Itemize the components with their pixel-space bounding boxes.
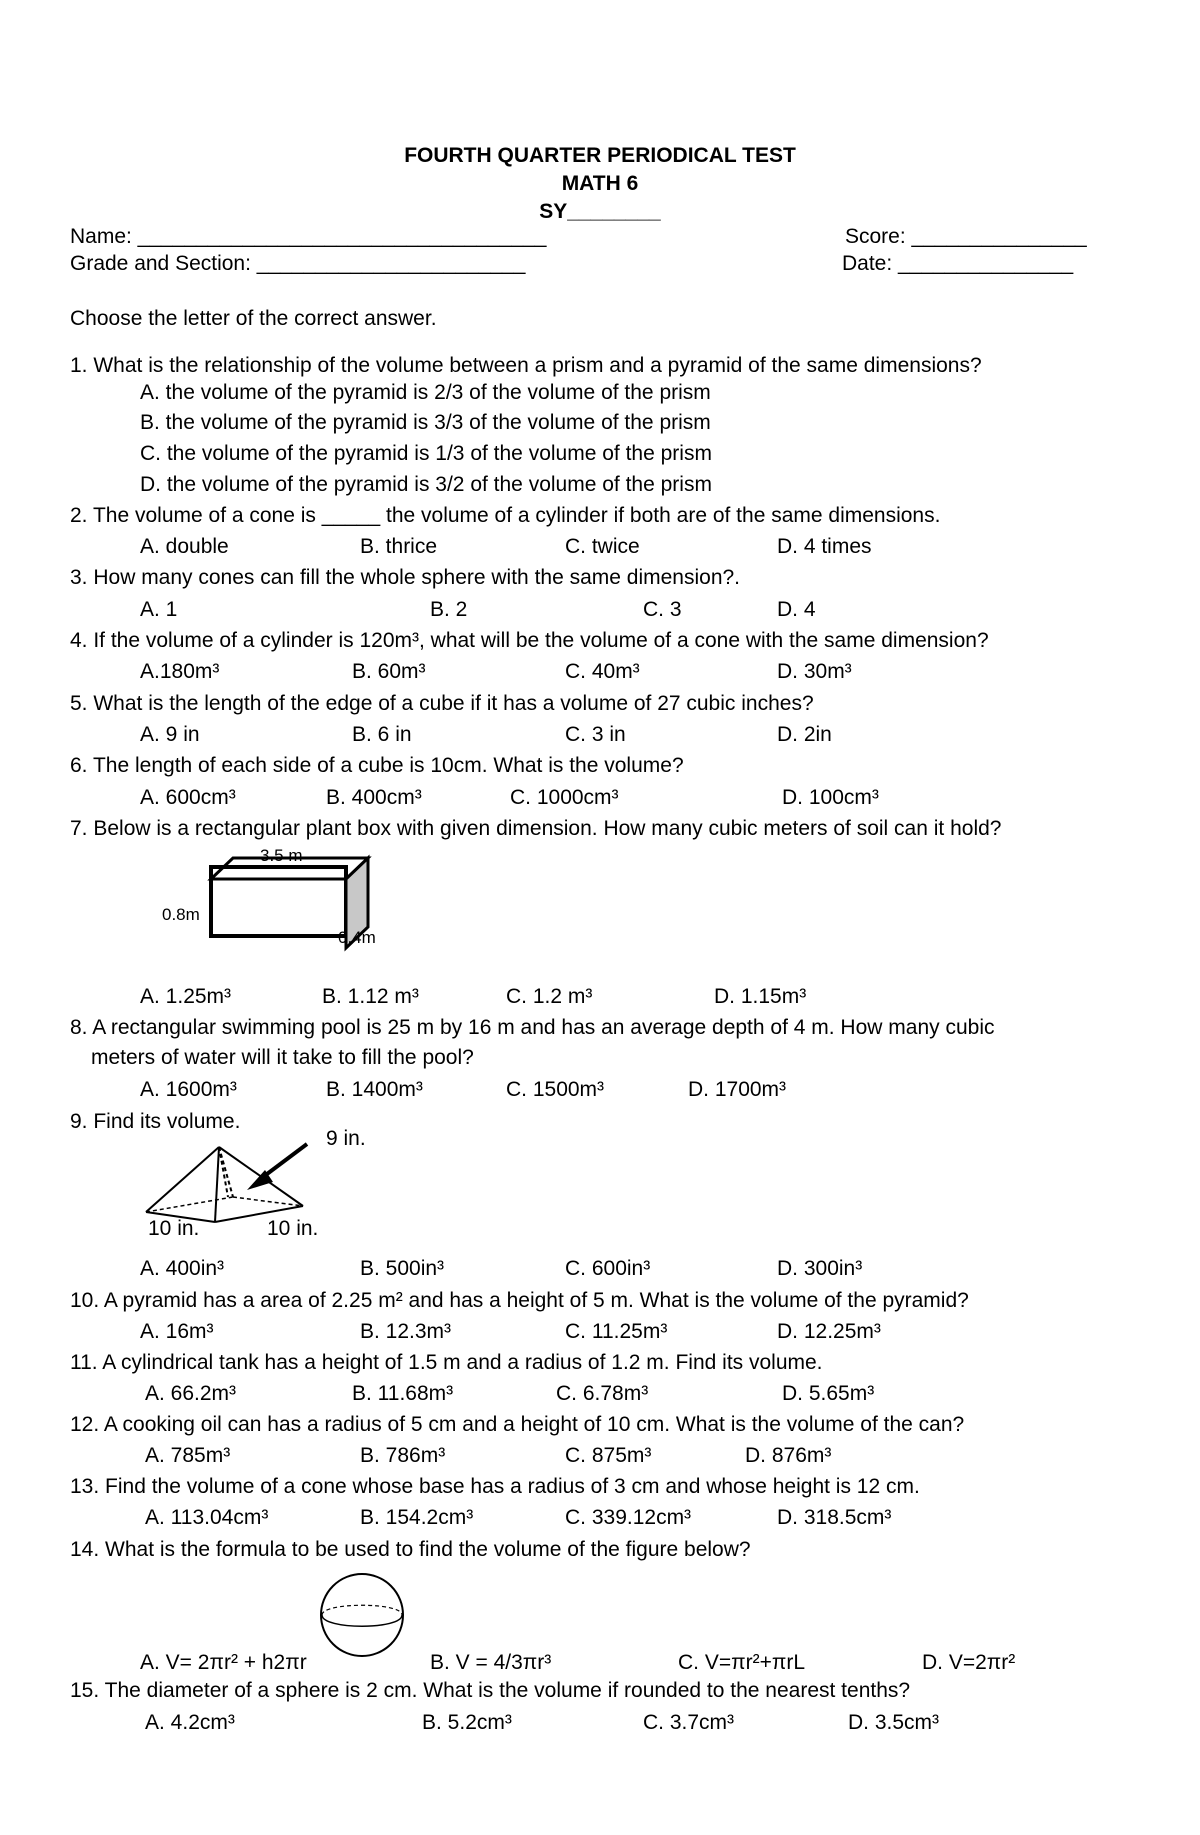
q7-choice-b: B. 1.12 m³ (322, 985, 419, 1008)
q4-choice-c: C. 40m³ (565, 660, 640, 683)
question-5: 5. What is the length of the edge of a cube if it has a volume of 27 cubic inches? (70, 692, 814, 715)
question-3: 3. How many cones can fill the whole sphere with the same dimension?. (70, 566, 741, 589)
q7-choice-d: D. 1.15m³ (714, 985, 807, 1008)
question-11: 11. A cylindrical tank has a height of 1.5 m and a radius of 1.2 m. Find its volume. (70, 1351, 823, 1374)
arrow-icon (245, 1140, 325, 1210)
instructions: Choose the letter of the correct answer. (70, 307, 437, 330)
score-field: Score: _______________ (845, 225, 1087, 248)
q4-choice-b: B. 60m³ (352, 660, 426, 683)
q2-choice-d: D. 4 times (777, 535, 872, 558)
question-8-cont: meters of water will it take to fill the pool? (91, 1046, 474, 1069)
q1-choice-d: D. the volume of the pyramid is 3/2 of the volume of the prism (140, 473, 712, 496)
q7-choice-a: A. 1.25m³ (140, 985, 232, 1008)
box-width-label: 0.4m (338, 928, 376, 947)
q5-choice-d: D. 2in (777, 723, 832, 746)
question-4: 4. If the volume of a cylinder is 120m³, what will be the volume of a cone with the same dimension? (70, 629, 989, 652)
q4-choice-d: D. 30m³ (777, 660, 852, 683)
q5-choice-a: A. 9 in (140, 723, 200, 746)
date-field: Date: _______________ (842, 252, 1074, 275)
q11-choice-d: D. 5.65m³ (782, 1382, 875, 1405)
question-6: 6. The length of each side of a cube is 10cm. What is the volume? (70, 754, 684, 777)
pyramid-height-label: 9 in. (326, 1127, 366, 1150)
q12-choice-c: C. 875m³ (565, 1444, 652, 1467)
q12-choice-a: A. 785m³ (145, 1444, 231, 1467)
q11-choice-b: B. 11.68m³ (352, 1382, 454, 1405)
q15-choice-a: A. 4.2cm³ (145, 1711, 235, 1734)
q15-choice-c: C. 3.7cm³ (643, 1711, 735, 1734)
question-15: 15. The diameter of a sphere is 2 cm. What is the volume if rounded to the nearest tenths? (70, 1679, 911, 1702)
pyramid-base-left-label: 10 in. (148, 1217, 200, 1240)
school-year: SY________ (539, 200, 661, 223)
q2-choice-b: B. thrice (360, 535, 438, 558)
question-2: 2. The volume of a cone is _____ the volume of a cylinder if both are of the same dimensions. (70, 504, 941, 527)
q12-choice-b: B. 786m³ (360, 1444, 446, 1467)
q15-choice-b: B. 5.2cm³ (422, 1711, 512, 1734)
question-8: 8. A rectangular swimming pool is 25 m by 16 m and has an average depth of 4 m. How many cubic (70, 1016, 995, 1039)
q14-choice-d: D. V=2πr² (922, 1651, 1016, 1674)
q3-choice-b: B. 2 (430, 598, 468, 621)
q5-choice-b: B. 6 in (352, 723, 412, 746)
q1-choice-b: B. the volume of the pyramid is 3/3 of the volume of the prism (140, 411, 711, 434)
question-10: 10. A pyramid has a area of 2.25 m² and has a height of 5 m. What is the volume of the pyramid? (70, 1289, 969, 1312)
q8-choice-b: B. 1400m³ (326, 1078, 423, 1101)
q1-choice-c: C. the volume of the pyramid is 1/3 of the volume of the prism (140, 442, 712, 465)
q2-choice-a: A. double (140, 535, 229, 558)
box-length-label: 3.5 m (260, 846, 303, 865)
grade-section-field: Grade and Section: _______________________ (70, 252, 526, 275)
q10-choice-b: B. 12.3m³ (360, 1320, 452, 1343)
q10-choice-a: A. 16m³ (140, 1320, 214, 1343)
q6-choice-c: C. 1000cm³ (510, 786, 619, 809)
q6-choice-b: B. 400cm³ (326, 786, 422, 809)
q9-choice-a: A. 400in³ (140, 1257, 225, 1280)
q6-choice-a: A. 600cm³ (140, 786, 236, 809)
q2-choice-c: C. twice (565, 535, 640, 558)
q6-choice-d: D. 100cm³ (782, 786, 879, 809)
q15-choice-d: D. 3.5cm³ (848, 1711, 940, 1734)
q10-choice-c: C. 11.25m³ (565, 1320, 668, 1343)
q9-choice-c: C. 600in³ (565, 1257, 651, 1280)
test-title: FOURTH QUARTER PERIODICAL TEST (404, 144, 796, 167)
question-12: 12. A cooking oil can has a radius of 5 cm and a height of 10 cm. What is the volume of the can? (70, 1413, 965, 1436)
q1-choice-a: A. the volume of the pyramid is 2/3 of the volume of the prism (140, 381, 711, 404)
q13-choice-c: C. 339.12cm³ (565, 1506, 692, 1529)
q10-choice-d: D. 12.25m³ (777, 1320, 881, 1343)
q13-choice-a: A. 113.04cm³ (145, 1506, 269, 1529)
q9-choice-d: D. 300in³ (777, 1257, 863, 1280)
q7-choice-c: C. 1.2 m³ (506, 985, 593, 1008)
q3-choice-c: C. 3 (643, 598, 682, 621)
q8-choice-d: D. 1700m³ (688, 1078, 787, 1101)
question-1: 1. What is the relationship of the volume between a prism and a pyramid of the same dimensions? (70, 354, 982, 377)
box-height-label: 0.8m (162, 905, 200, 924)
q11-choice-a: A. 66.2m³ (145, 1382, 237, 1405)
question-9: 9. Find its volume. (70, 1110, 241, 1133)
q3-choice-a: A. 1 (140, 598, 178, 621)
test-subject: MATH 6 (561, 172, 639, 195)
q14-choice-a: A. V= 2πr² + h2πr (140, 1651, 307, 1674)
q12-choice-d: D. 876m³ (745, 1444, 832, 1467)
question-14: 14. What is the formula to be used to find the volume of the figure below? (70, 1538, 751, 1561)
pyramid-base-right-label: 10 in. (267, 1217, 319, 1240)
q8-choice-a: A. 1600m³ (140, 1078, 237, 1101)
q5-choice-c: C. 3 in (565, 723, 626, 746)
q9-choice-b: B. 500in³ (360, 1257, 445, 1280)
q13-choice-d: D. 318.5cm³ (777, 1506, 892, 1529)
q3-choice-d: D. 4 (777, 598, 816, 621)
question-13: 13. Find the volume of a cone whose base has a radius of 3 cm and whose height is 12 cm. (70, 1475, 920, 1498)
name-field: Name: ___________________________________ (70, 225, 547, 248)
q4-choice-a: A.180m³ (140, 660, 220, 683)
q11-choice-c: C. 6.78m³ (556, 1382, 649, 1405)
q8-choice-c: C. 1500m³ (506, 1078, 605, 1101)
q13-choice-b: B. 154.2cm³ (360, 1506, 474, 1529)
sphere-figure (319, 1572, 409, 1658)
q14-choice-c: C. V=πr²+πrL (678, 1651, 806, 1674)
question-7: 7. Below is a rectangular plant box with given dimension. How many cubic meters of soil can it hold? (70, 817, 1002, 840)
q14-choice-b: B. V = 4/3πr³ (430, 1651, 552, 1674)
